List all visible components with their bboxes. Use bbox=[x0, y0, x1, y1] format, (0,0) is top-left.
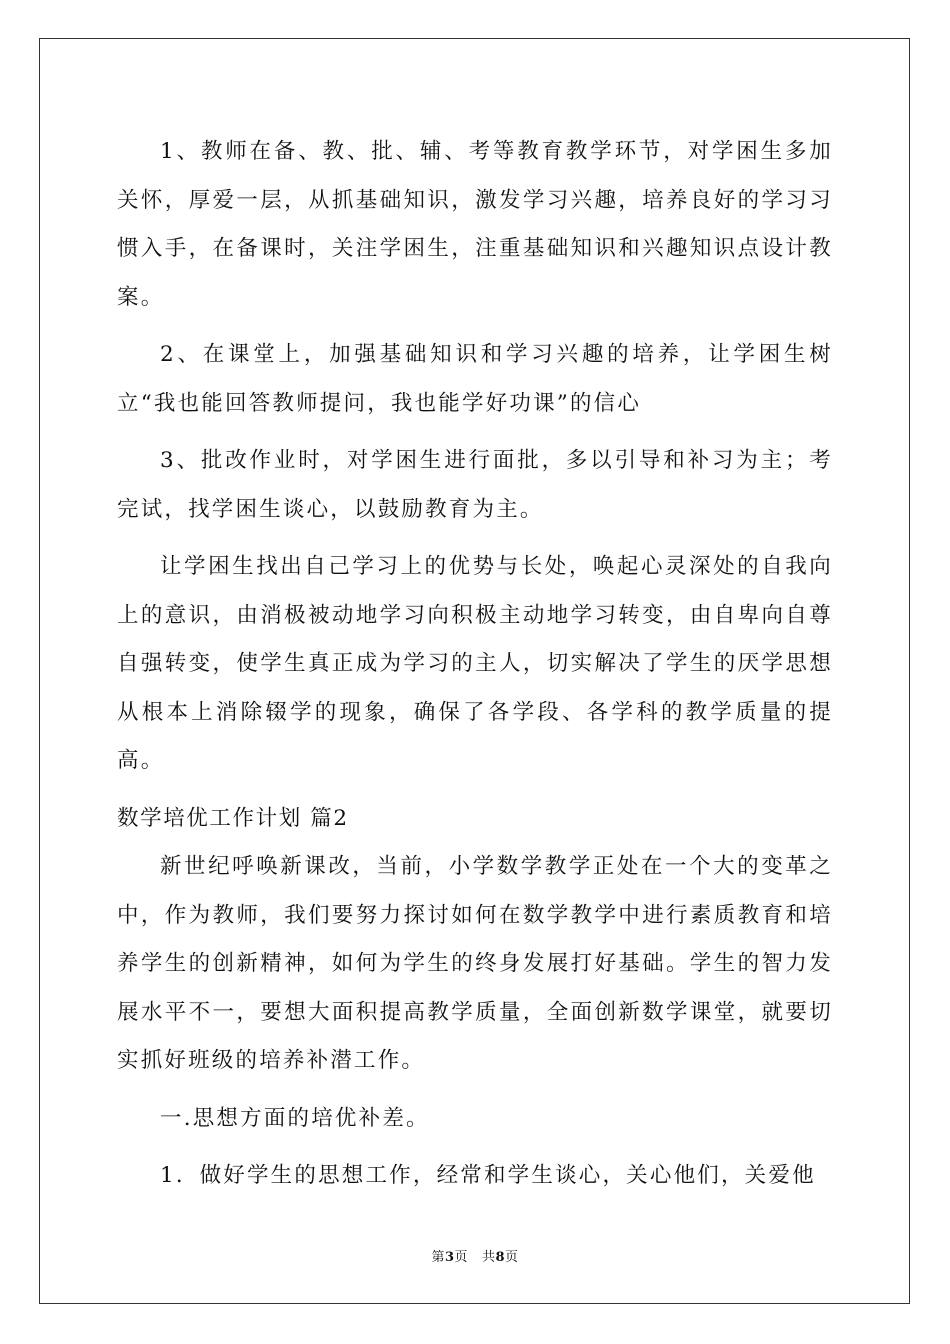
total-suffix: 页 bbox=[505, 1250, 519, 1265]
page-suffix: 页 bbox=[454, 1250, 469, 1265]
paragraph-2: 2、在课堂上，加强基础知识和学习兴趣的培养，让学困生树立“我也能回答教师提问，我也能学好功课”的信心 bbox=[117, 342, 833, 416]
page-prefix: 第 bbox=[431, 1250, 445, 1265]
paragraph-6: 一.思想方面的培优补差。 bbox=[160, 1105, 430, 1131]
paragraph-7: 1．做好学生的思想工作，经常和学生谈心，关心他们，关爱他 bbox=[160, 1163, 816, 1188]
paragraph-3: 3、批改作业时，对学困生进行面批，多以引导和补习为主；考完试，找学困生谈心，以鼓励教育为主。 bbox=[117, 448, 833, 522]
section-heading: 数学培优工作计划 篇2 bbox=[117, 805, 349, 831]
document-body bbox=[117, 128, 833, 1210]
paragraph-4: 让学困生找出自己学习上的优势与长处，唤起心灵深处的自我向上的意识，由消极被动地学习向积极主动地学习转变，由自卑向自尊自强转变，使学生真正成为学习的主人，切实解决了学生的厌学思想 从根本上消除辍学的现象，确保了各学段、各学科的教学质量的提高。 bbox=[117, 554, 833, 773]
page-current: 3 bbox=[444, 1250, 455, 1265]
total-prefix: 共 bbox=[481, 1250, 496, 1265]
paragraph-5: 新世纪呼唤新课改，当前，小学数学教学正处在一个大的变革之中，作为教师，我们要努力探讨如何在数学教学中进行素质教育和培养学生的创新精神，如何为学生的终身发展打好基础。学生的智力发展水平不一，要想大面积提高教学质量，全面创新数学课堂，就要切实抓好班级的培养补潜工作。 bbox=[117, 854, 833, 1073]
page-footer bbox=[0, 1246, 950, 1265]
paragraph-1: 1、教师在备、教、批、辅、考等教育教学环节，对学困生多加关怀，厚爱一层，从抓基础知识，激发学习兴趣，培养良好的学习习惯入手，在备课时，关注学困生，注重基础知识和兴趣知识点设计教案。 bbox=[117, 139, 833, 310]
page-total: 8 bbox=[495, 1250, 506, 1265]
